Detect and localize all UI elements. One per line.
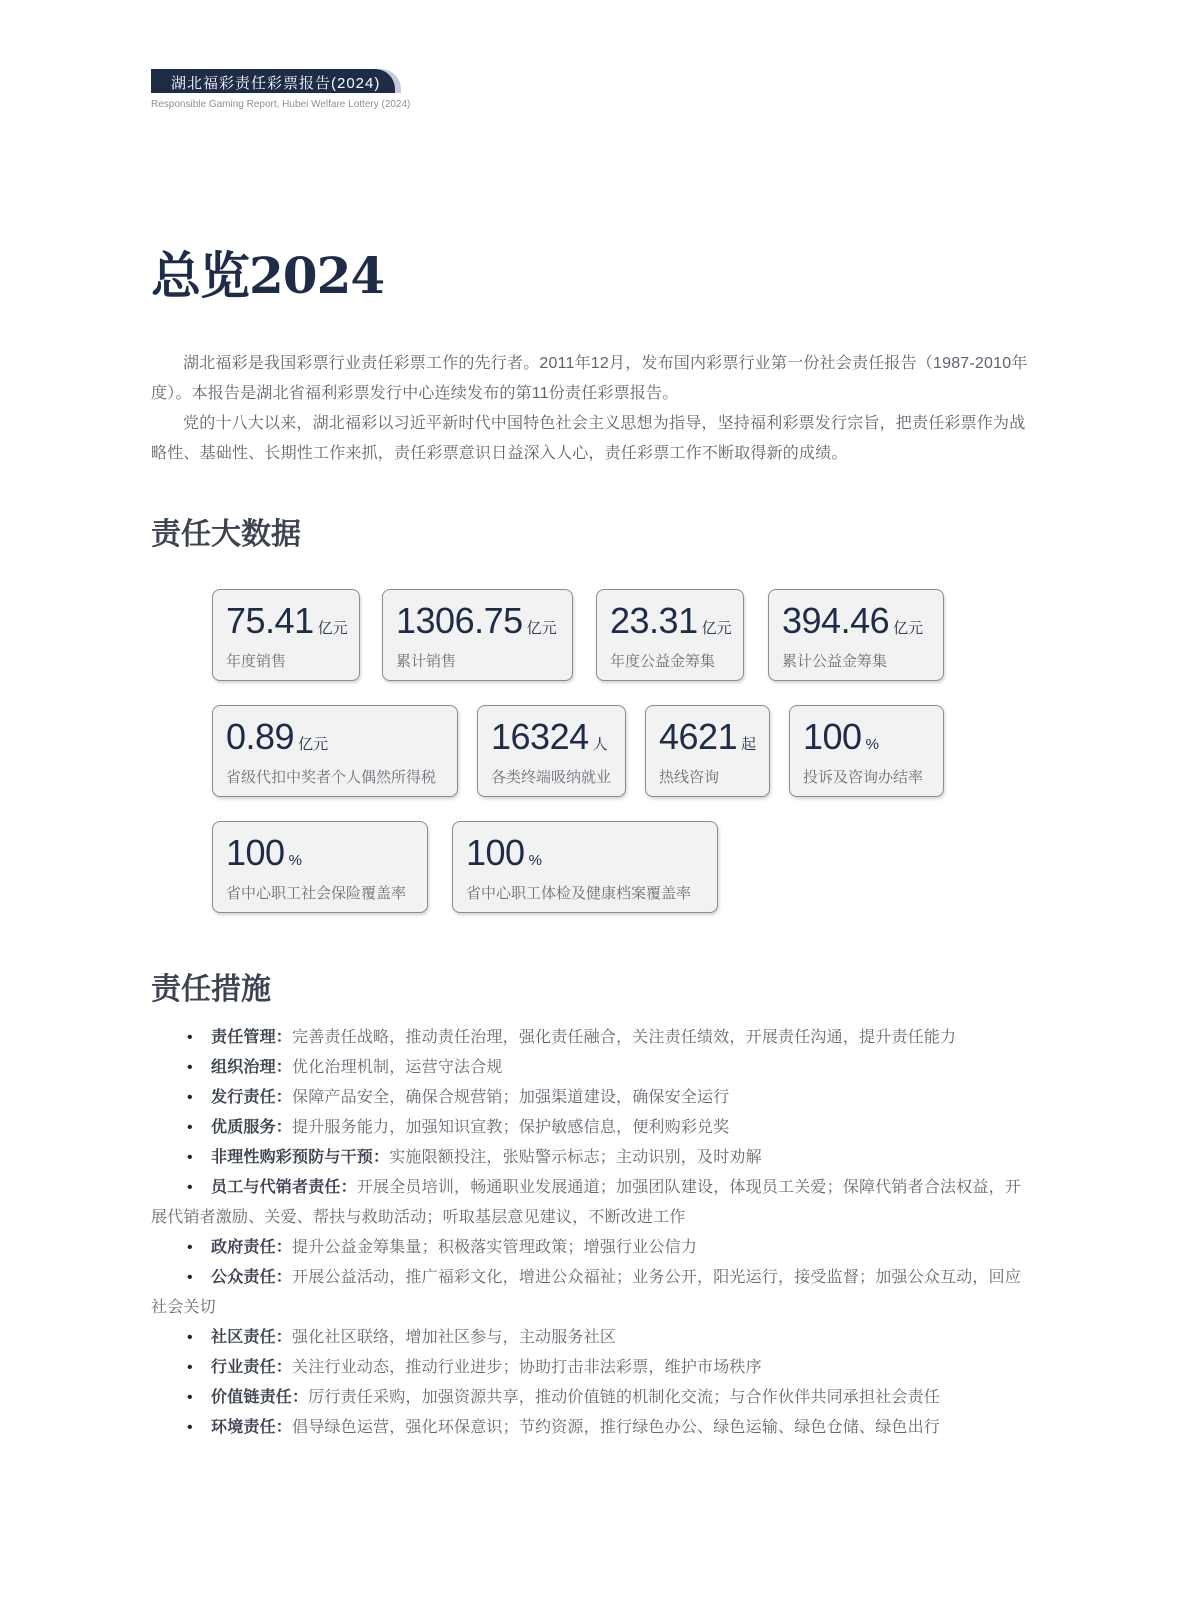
bullet-icon: • (187, 1419, 193, 1436)
stat-card (452, 821, 718, 913)
list-item (151, 1233, 1031, 1263)
bullet-icon: • (187, 1029, 193, 1046)
stat-label: 累计公益金筹集 (782, 653, 888, 670)
list-item (151, 1383, 1031, 1413)
stat-unit: 亿元 (526, 620, 557, 637)
page-title: 总览2024 (151, 246, 385, 305)
measure-term: 环境责任： (211, 1419, 293, 1436)
list-item (151, 1173, 1031, 1233)
intro-paragraph: 湖北福彩是我国彩票行业责任彩票工作的先行者。2011年12月，发布国内彩票行业第一份社会责任报告（1987-2010年度）。本报告是湖北省福利彩票发行中心连续发布的第11份责任彩票报告。 (151, 355, 1028, 402)
measures-list (151, 1023, 1031, 1443)
stat-value: 23.31 (610, 600, 698, 641)
measure-term: 责任管理： (211, 1029, 293, 1046)
stat-unit: % (288, 852, 302, 869)
bullet-icon: • (187, 1149, 193, 1166)
list-item (151, 1023, 1031, 1053)
measure-term: 非理性购彩预防与干预： (211, 1149, 390, 1166)
stat-label: 累计销售 (396, 653, 457, 670)
bullet-icon: • (187, 1329, 193, 1346)
stat-card (789, 705, 944, 797)
bullet-icon: • (187, 1119, 193, 1136)
list-item (151, 1263, 1031, 1323)
stat-label: 年度销售 (226, 653, 287, 670)
measure-text: 倡导绿色运营，强化环保意识；节约资源，推行绿色办公、绿色运输、绿色仓储、绿色出行 (292, 1419, 941, 1436)
measure-term: 公众责任： (211, 1269, 293, 1286)
list-item (151, 1143, 1031, 1173)
bullet-icon: • (187, 1059, 193, 1076)
stat-label: 省中心职工社会保险覆盖率 (226, 885, 407, 902)
list-item (151, 1083, 1031, 1113)
intro-text (151, 349, 1031, 469)
measure-term: 政府责任： (211, 1239, 293, 1256)
stat-unit: 亿元 (893, 620, 924, 637)
stat-unit: 亿元 (298, 736, 329, 753)
bullet-icon: • (187, 1089, 193, 1106)
stat-value: 100 (466, 832, 525, 873)
measure-text: 提升公益金筹集量；积极落实管理政策；增强行业公信力 (292, 1239, 698, 1256)
measure-term: 员工与代销者责任： (211, 1179, 357, 1196)
measures-section-title: 责任措施 (151, 973, 271, 1006)
stat-unit: 起 (741, 736, 757, 753)
measure-text: 保障产品安全，确保合规营销；加强渠道建设，确保安全运行 (292, 1089, 730, 1106)
stats-section-title: 责任大数据 (151, 518, 301, 551)
bullet-icon: • (187, 1389, 193, 1406)
measure-term: 价值链责任： (211, 1389, 309, 1406)
stat-value: 1306.75 (396, 600, 523, 641)
list-item (151, 1353, 1031, 1383)
stat-card (382, 589, 573, 681)
intro-paragraph: 党的十八大以来，湖北福彩以习近平新时代中国特色社会主义思想为指导，坚持福利彩票发行宗旨，把责任彩票作为战略性、基础性、长期性工作来抓，责任彩票意识日益深入人心，责任彩票工作不断取得新的成绩。 (151, 415, 1026, 462)
stat-card (212, 705, 458, 797)
stat-unit: % (528, 852, 542, 869)
stat-label: 省中心职工体检及健康档案覆盖率 (466, 885, 692, 902)
list-item (151, 1053, 1031, 1083)
stat-value: 394.46 (782, 600, 890, 641)
measure-text: 实施限额投注，张贴警示标志；主动识别，及时劝解 (389, 1149, 762, 1166)
stat-unit: % (865, 736, 879, 753)
stat-card (212, 589, 360, 681)
measure-text: 开展公益活动，推广福彩文化，增进公众福祉；业务公开，阳光运行，接受监督；加强公众互动，回应社会关切 (151, 1269, 1022, 1316)
measure-text: 开展全员培训，畅通职业发展通道；加强团队建设，体现员工关爱；保障代销者合法权益，开展代销者激励、关爱、帮扶与救助活动；听取基层意见建议，不断改进工作 (151, 1179, 1022, 1226)
measure-term: 发行责任： (211, 1089, 293, 1106)
stat-label: 各类终端吸纳就业 (491, 769, 612, 786)
report-subtitle: Responsible Gaming Report, Hubei Welfare Lottery (2024) (151, 99, 411, 110)
stat-value: 4621 (659, 716, 738, 757)
stat-label: 省级代扣中奖者个人偶然所得税 (226, 769, 437, 786)
stat-label: 投诉及咨询办结率 (803, 769, 924, 786)
measure-term: 行业责任： (211, 1359, 293, 1376)
report-title: 湖北福彩责任彩票报告(2024) (171, 75, 381, 92)
stat-value: 100 (803, 716, 862, 757)
measure-text: 完善责任战略，推动责任治理，强化责任融合，关注责任绩效，开展责任沟通，提升责任能力 (292, 1029, 957, 1046)
measure-text: 优化治理机制，运营守法合规 (292, 1059, 503, 1076)
list-item (151, 1413, 1031, 1443)
measure-term: 优质服务： (211, 1119, 293, 1136)
measure-text: 强化社区联络，增加社区参与，主动服务社区 (292, 1329, 617, 1346)
stat-value: 0.89 (226, 716, 295, 757)
stat-unit: 亿元 (701, 620, 732, 637)
stat-card (596, 589, 744, 681)
measure-term: 组织治理： (211, 1059, 293, 1076)
measure-term: 社区责任： (211, 1329, 293, 1346)
stat-value: 16324 (491, 716, 589, 757)
bullet-icon: • (187, 1239, 193, 1256)
measure-text: 提升服务能力，加强知识宣教；保护敏感信息，便利购彩兑奖 (292, 1119, 730, 1136)
stat-label: 年度公益金筹集 (610, 653, 716, 670)
bullet-icon: • (187, 1179, 193, 1196)
measure-text: 厉行责任采购，加强资源共享，推动价值链的机制化交流；与合作伙伴共同承担社会责任 (308, 1389, 941, 1406)
stat-card (212, 821, 428, 913)
list-item (151, 1323, 1031, 1353)
bullet-icon: • (187, 1359, 193, 1376)
stat-value: 75.41 (226, 600, 314, 641)
measure-text: 关注行业动态，推动行业进步；协助打击非法彩票，维护市场秩序 (292, 1359, 762, 1376)
list-item (151, 1113, 1031, 1143)
stat-value: 100 (226, 832, 285, 873)
header-tab (151, 69, 395, 93)
stat-label: 热线咨询 (659, 769, 720, 786)
stat-card (477, 705, 626, 797)
stat-unit: 人 (592, 736, 608, 753)
stat-card (768, 589, 944, 681)
stat-unit: 亿元 (317, 620, 348, 637)
stat-card (645, 705, 770, 797)
bullet-icon: • (187, 1269, 193, 1286)
